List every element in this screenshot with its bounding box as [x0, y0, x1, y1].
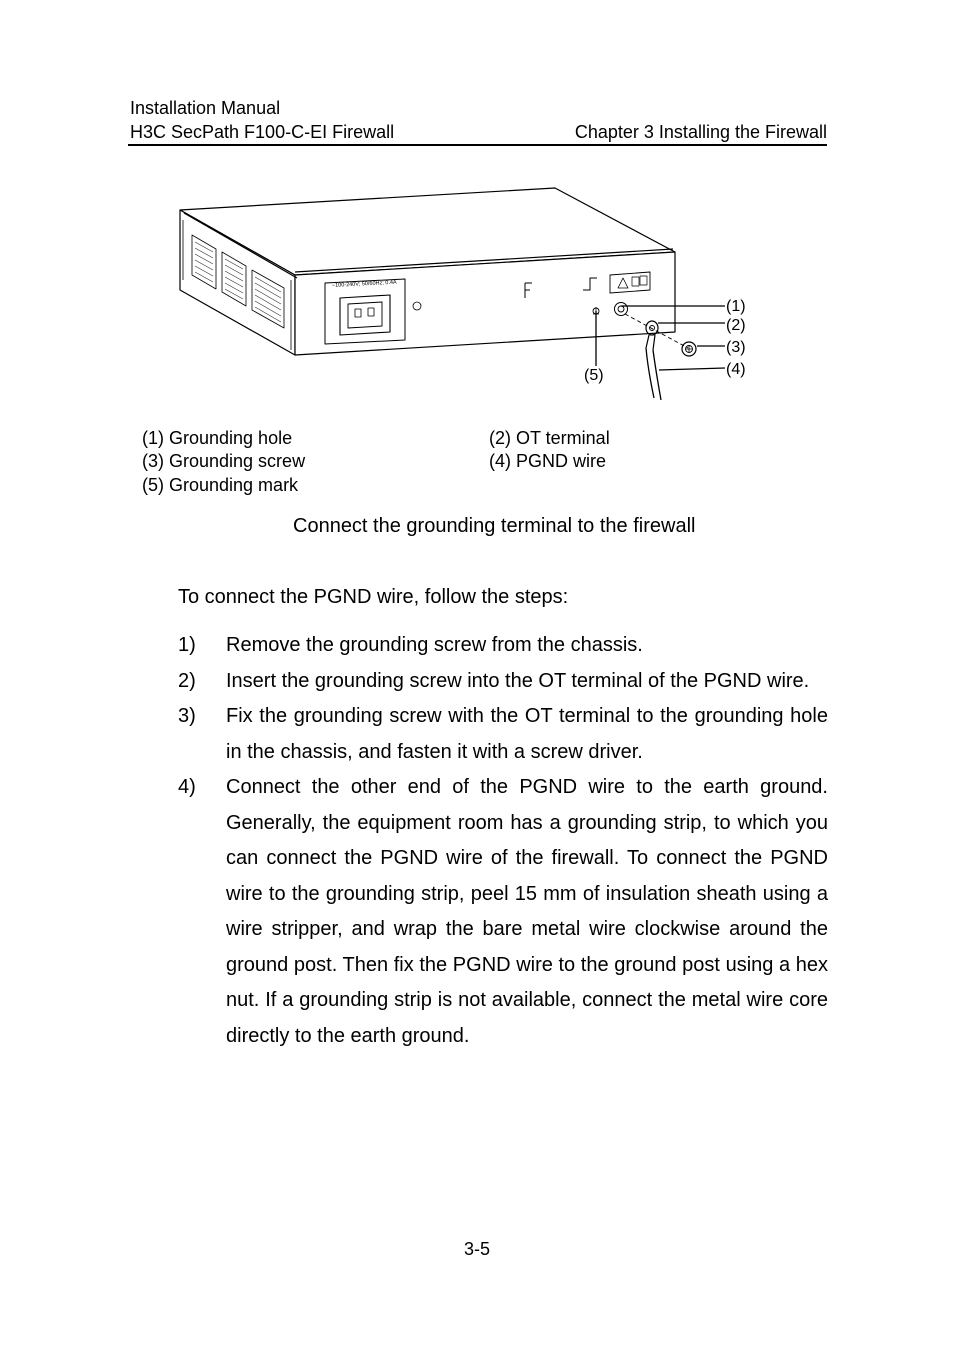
header-chapter-title: Chapter 3 Installing the Firewall: [574, 122, 827, 142]
step-text: Insert the grounding screw into the OT terminal of the PGND wire.: [226, 669, 810, 692]
callout-label-3: (3): [726, 339, 746, 356]
legend-item-ot-terminal: (2) OT terminal: [489, 428, 610, 448]
step-number: 4): [178, 776, 196, 798]
step-item: [178, 770, 828, 1054]
step-text: Fix the grounding screw with the OT terminal to the grounding hole in the chassis, and fasten it with a screw driver.: [226, 705, 828, 763]
step-item: [178, 664, 828, 700]
legend-item-pgnd-wire: (4) PGND wire: [489, 451, 607, 471]
legend-item-grounding-hole: (1) Grounding hole: [142, 428, 293, 448]
callout-label-2: (2): [726, 317, 746, 334]
figure-caption-text: Connect the grounding terminal to the firewall: [293, 515, 696, 537]
step-number: 1): [178, 634, 196, 656]
header-product-name: H3C SecPath F100-C-EI Firewall: [130, 122, 395, 142]
step-item: [178, 699, 828, 770]
callout-label-4: (4): [726, 361, 746, 378]
header-manual-title: Installation Manual: [130, 98, 281, 118]
callout-label-1: (1): [726, 298, 746, 315]
firewall-grounding-diagram: [170, 180, 770, 410]
page-number: 3-5: [463, 1239, 490, 1259]
callout-line-4: [659, 368, 725, 370]
power-rating-label: ~100-240V; 50/60Hz; 0.4A: [331, 279, 397, 289]
callout-label-5: (5): [584, 367, 604, 384]
step-number: 2): [178, 669, 196, 692]
legend-item-grounding-screw: (3) Grounding screw: [142, 451, 306, 471]
step-item: [178, 628, 828, 664]
step-number: 3): [178, 705, 196, 727]
step-text: Connect the other end of the PGND wire to the earth ground. Generally, the equipment room has a grounding strip, to which you can connect the PGND wire of the firewall. To connect the PGND wire to the grounding strip, peel 15 mm of insulation sheath using a wire stripper, and wrap the bare metal wire clockwise around the ground post. Then fix the PGND wire to the ground post using a hex nut. If a grounding strip is not available, connect the metal wire core directly to the earth ground.: [226, 776, 828, 1047]
header-divider: [128, 144, 827, 146]
steps-list: [178, 628, 828, 1054]
steps-intro: To connect the PGND wire, follow the steps:: [178, 586, 569, 608]
legend-item-grounding-mark: (5) Grounding mark: [142, 475, 299, 495]
step-text: Remove the grounding screw from the chassis.: [226, 634, 643, 656]
